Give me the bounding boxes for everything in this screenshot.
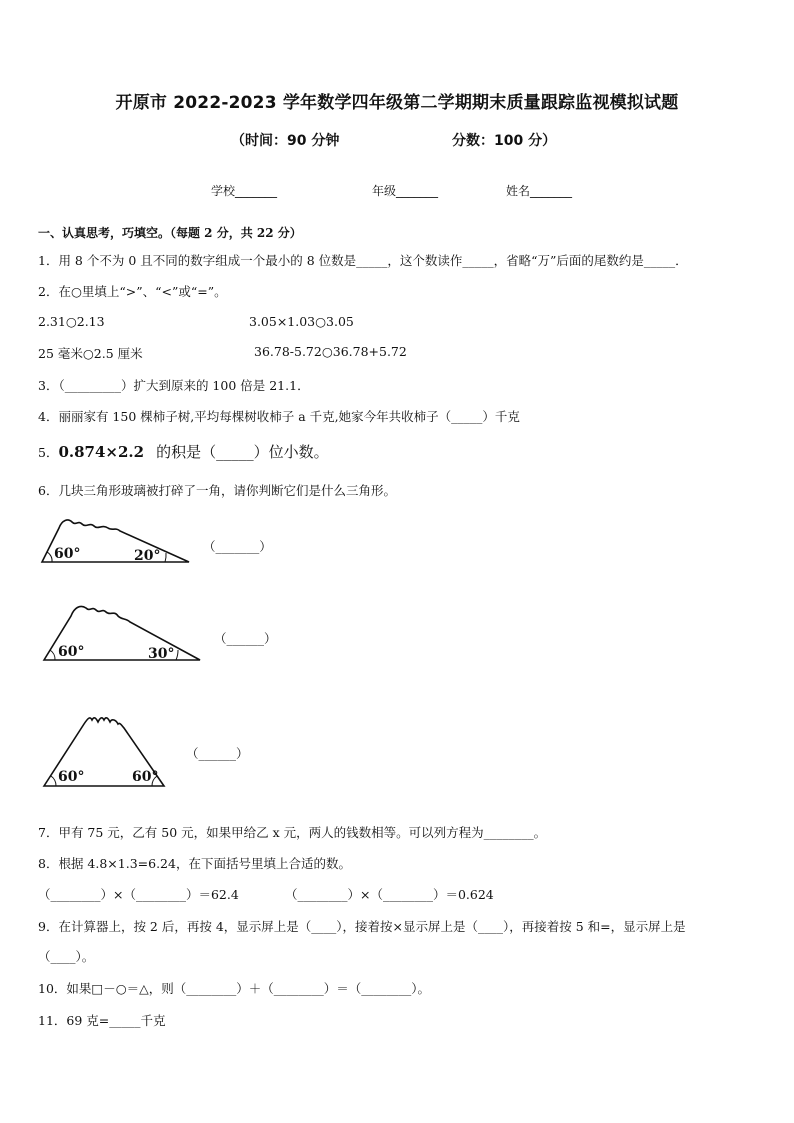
question-9-line-2: （____）。: [38, 949, 95, 964]
question-4: 4．丽丽家有 150 棵柿子树,平均每棵树收柿子 a 千克,她家今年共收柿子（_____）千克: [38, 409, 520, 424]
q5-text: 的积是（_____）位小数。: [156, 443, 329, 461]
exam-score: 分数：100 分）: [452, 133, 557, 149]
triangle-3-answer: （______）: [186, 746, 249, 761]
broken-triangle-2: [40, 600, 210, 666]
exam-time: （时间：90 分钟: [231, 133, 340, 149]
tri1-left-angle: 60°: [54, 546, 81, 562]
tri3-left-angle: 60°: [58, 769, 85, 785]
grade-field[interactable]: 年级_______: [372, 184, 439, 198]
q8-item-1: （________）×（________）＝62.4: [38, 887, 239, 902]
question-1: 1．用 8 个不为 0 且不同的数字组成一个最小的 8 位数是_____，这个数读作_____，省略“万”后面的尾数约是_____．: [38, 253, 688, 268]
q2-item-2: 3.05×1.03○3.05: [249, 314, 354, 329]
question-6: 6．几块三角形玻璃被打碎了一角，请你判断它们是什么三角形。: [38, 483, 396, 498]
question-9-line-1: 9．在计算器上，按 2 后，再按 4，显示屏上是（____），接着按×显示屏上是（____），再接着按 5 和=，显示屏上是: [38, 919, 686, 934]
tri2-right-angle: 30°: [148, 646, 175, 662]
question-11: 11．69 克=_____千克: [38, 1013, 166, 1028]
tri3-right-angle: 60°: [132, 769, 159, 785]
q2-item-4: 36.78-5.72○36.78+5.72: [254, 344, 407, 359]
triangle-2-answer: （______）: [214, 631, 277, 646]
tri2-left-angle: 60°: [58, 644, 85, 660]
section-heading: 一、认真思考，巧填空。（每题 2 分，共 22 分）: [38, 226, 302, 240]
broken-triangle-3: [40, 710, 170, 790]
page-title: 开原市 2022-2023 学年数学四年级第二学期期末质量跟踪监视模拟试题: [115, 93, 679, 113]
question-8: 8．根据 4.8×1.3=6.24，在下面括号里填上合适的数。: [38, 856, 351, 871]
school-field[interactable]: 学校_______: [211, 184, 278, 198]
q8-item-2: （________）×（________）＝0.624: [285, 887, 494, 902]
question-7: 7．甲有 75 元，乙有 50 元，如果甲给乙 x 元，两人的钱数相等。可以列方程为________。: [38, 825, 547, 840]
broken-triangle-1: [38, 512, 198, 568]
q2-item-3: 25 毫米○2.5 厘米: [38, 346, 143, 361]
q5-number: 5．: [38, 445, 59, 460]
triangle-1-answer: （_______）: [203, 539, 272, 554]
question-10: 10．如果□－○＝△，则（________）＋（________）＝（________）。: [38, 981, 430, 996]
question-2: 2．在○里填上“>”、“<”或“=”。: [38, 284, 227, 299]
q5-expression: 0.874×2.2: [58, 443, 145, 461]
question-3: 3．（_________）扩大到原来的 100 倍是 21.1．: [38, 378, 310, 393]
q2-item-1: 2.31○2.13: [38, 314, 105, 329]
question-5: [38, 441, 329, 462]
tri1-right-angle: 20°: [134, 548, 161, 564]
name-field[interactable]: 姓名_______: [506, 184, 573, 198]
